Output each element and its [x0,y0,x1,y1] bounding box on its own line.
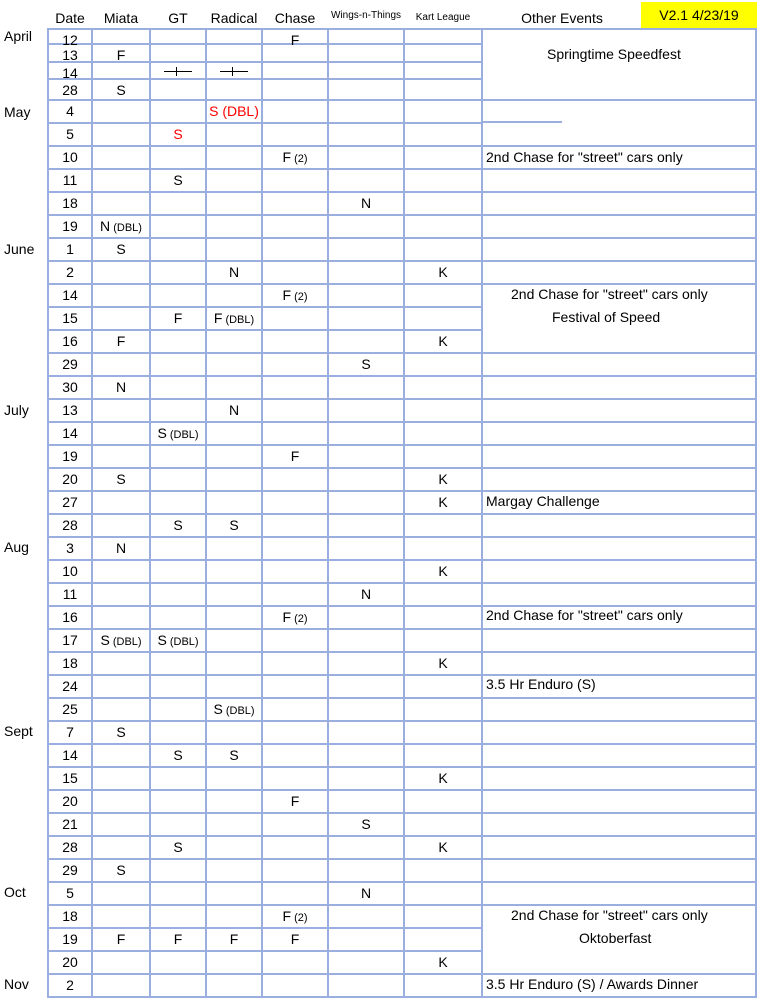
note-oct19: Oktoberfast [579,930,652,946]
cell-chase [262,791,328,811]
cell-value: 20 [62,953,78,970]
cell-value: F [290,792,300,809]
cell-gt [150,124,206,144]
cell-suffix: (DBL) [222,704,255,717]
cell-wings [328,193,404,213]
grid-hline [47,674,482,676]
grid-hline [47,812,482,814]
cell-value: N [360,884,372,901]
cell-date [48,607,92,627]
cell-value: S [361,815,371,832]
cancelled-mark-radical [220,71,248,72]
cell-value: 2 [66,976,74,993]
grid-hline-other [482,444,757,446]
grid-hline [47,168,482,170]
cell-value: S [229,746,239,763]
cell-chase [262,285,328,305]
cell-value: 15 [62,309,78,326]
cell-date [48,745,92,765]
cell-date [48,699,92,719]
cell-value: 28 [62,81,78,98]
grid-hline [47,306,482,308]
cell-radical [206,515,262,535]
cell-suffix: (DBL) [109,635,142,648]
cell-date [48,515,92,535]
cell-value: S [361,355,371,372]
grid-hline [47,122,482,124]
cell-chase [262,929,328,949]
header-radical: Radical [210,10,258,26]
cell-value: 29 [62,355,78,372]
cell-date [48,446,92,466]
cell-value: 18 [62,654,78,671]
cell-miata [92,860,150,880]
cell-chase [262,147,328,167]
cancelled-mark-gt [164,71,192,72]
cell-suffix: (2) [291,911,308,924]
cell-value: N [360,585,372,602]
cell-value: S [157,631,167,648]
cell-value: F [282,148,292,165]
cell-date [48,262,92,282]
cell-value: 19 [62,930,78,947]
grid-hline-other [482,214,757,216]
cell-kart [404,768,482,788]
grid-hline [47,582,482,584]
cell-value: N [115,539,127,556]
grid-hline-other [482,467,757,469]
cell-value: S [116,81,126,98]
cell-date [48,193,92,213]
cell-value: K [438,562,448,579]
cell-miata [92,239,150,259]
cell-date [48,929,92,949]
grid-hline-other [482,881,757,883]
cell-suffix: (DBL) [110,221,142,234]
cell-suffix: (2) [291,152,308,165]
grid-hline-other [482,237,757,239]
cell-value: 19 [62,447,78,464]
grid-hline-other [482,812,757,814]
cell-suffix: (DBL) [222,313,255,326]
cell-date [48,653,92,673]
cell-value: N [228,263,240,280]
cell-radical [206,699,262,719]
cell-value: N [100,217,111,234]
cell-value: 4 [66,102,74,119]
cell-value: S [213,700,223,717]
cell-value: K [438,654,448,671]
note-aug16: 2nd Chase for "street" cars only [486,607,683,623]
cell-value: F [173,930,183,947]
cell-date [48,80,92,100]
cell-gt [150,837,206,857]
cell-kart [404,561,482,581]
note-june15: Festival of Speed [552,309,661,325]
cell-miata [92,722,150,742]
cell-value: 10 [62,562,78,579]
grid-hline-other [482,99,757,101]
grid-hline [47,973,482,975]
grid-hline [47,513,482,515]
cell-wings [328,814,404,834]
cell-radical [206,929,262,949]
cell-date [48,400,92,420]
cell-date [48,538,92,558]
grid-hline-partial [482,121,562,123]
cell-date [48,676,92,696]
header-kart: Kart League [415,12,471,23]
header-miata: Miata [103,10,139,26]
grid-hline [47,352,482,354]
cell-value: 28 [62,838,78,855]
cell-date [48,124,92,144]
note-oct18: 2nd Chase for "street" cars only [511,907,708,923]
cell-value: 29 [62,861,78,878]
header-date: Date [55,10,85,26]
cell-gt [150,630,206,650]
cell-value: F [173,309,183,326]
cell-miata [92,216,150,236]
note-july27: Margay Challenge [486,493,600,509]
grid-hline-other [482,858,757,860]
cell-value: 17 [62,631,78,648]
grid-hline-other [482,766,757,768]
cell-date [48,860,92,880]
cell-chase [262,906,328,926]
cell-date [48,630,92,650]
cell-kart [404,262,482,282]
cell-value: 14 [62,286,78,303]
cell-date [48,45,92,65]
cell-value: 10 [62,148,78,165]
cell-date [48,285,92,305]
cell-miata [92,377,150,397]
cell-value: F [282,286,292,303]
grid-hline-other [482,536,757,538]
note-aug24: 3.5 Hr Enduro (S) [486,676,596,692]
cell-value: S [100,631,110,648]
cell-value: S [173,838,183,855]
cell-value: 14 [62,64,78,81]
cell-value: 16 [62,332,78,349]
month-aug: Aug [4,539,29,555]
cell-kart [404,331,482,351]
grid-hline-other [482,352,757,354]
cell-date [48,837,92,857]
cell-kart [404,492,482,512]
cell-value: 18 [62,194,78,211]
cell-value: F [290,31,300,48]
cell-date [48,768,92,788]
cell-value: 19 [62,217,78,234]
cell-value: K [438,332,448,349]
grid-hline-other [482,697,757,699]
cell-gt [150,515,206,535]
cell-date [48,423,92,443]
grid-hline-other [482,559,757,561]
grid-hline [47,421,482,423]
header-chase: Chase [274,10,316,26]
cell-value: F [116,930,126,947]
cell-date [48,216,92,236]
cell-value: 3 [66,539,74,556]
cell-value: S [229,516,239,533]
cell-value: K [438,470,448,487]
grid-hline-other [482,260,757,262]
month-april: April [4,28,33,44]
grid-hline-other [482,582,757,584]
cancelled-tick-radical [232,67,233,76]
cell-date [48,469,92,489]
cell-kart [404,952,482,972]
grid-hline-other [482,28,757,30]
cell-value: N [360,194,372,211]
cell-value: 13 [62,46,78,63]
grid-hline-other [482,513,757,515]
cell-wings [328,584,404,604]
cell-value: 18 [62,907,78,924]
cell-miata [92,45,150,65]
cell-kart [404,837,482,857]
cell-value: 14 [62,424,78,441]
grid-hline-other [482,720,757,722]
cell-suffix: (DBL) [166,635,199,648]
cell-value: F [116,46,126,63]
cell-value: K [438,493,448,510]
cancelled-tick-gt [176,67,177,76]
grid-hline [47,191,482,193]
cell-date [48,722,92,742]
month-july: July [4,402,29,418]
cell-value: S (DBL) [209,102,259,119]
version-badge: V2.1 4/23/19 [641,2,757,28]
cell-value: F [116,332,126,349]
cell-value: 21 [62,815,78,832]
cell-date [48,975,92,995]
cell-date [48,147,92,167]
month-nov: Nov [4,976,29,992]
grid-hline-other [482,651,757,653]
cell-chase [262,607,328,627]
cell-value: 27 [62,493,78,510]
cell-date [48,377,92,397]
cell-value: 25 [62,700,78,717]
cell-value: 15 [62,769,78,786]
cell-value: S [116,240,126,257]
cell-value: F [213,309,223,326]
cell-date [48,492,92,512]
cell-date [48,814,92,834]
cell-date [48,354,92,374]
cell-value: F [282,907,292,924]
grid-hline [47,881,482,883]
note-june14: 2nd Chase for "street" cars only [511,286,708,302]
cell-value: K [438,769,448,786]
note-springtime-speedfest: Springtime Speedfest [547,46,681,62]
grid-hline-other [482,191,757,193]
cell-miata [92,929,150,949]
cell-value: 20 [62,792,78,809]
cell-value: 7 [66,723,74,740]
cell-value: S [173,125,183,142]
cell-gt [150,308,206,328]
grid-hline [47,697,482,699]
cell-value: K [438,838,448,855]
cell-value: 5 [66,884,74,901]
header-gt: GT [168,10,188,26]
cell-suffix: (2) [291,612,308,625]
month-june: June [4,241,35,257]
cell-value: 1 [66,240,74,257]
cell-value: S [116,470,126,487]
cell-kart [404,469,482,489]
header-other-events: Other Events [521,10,603,26]
grid-hline-other [482,168,757,170]
cell-radical [206,745,262,765]
cell-miata [92,630,150,650]
cell-value: F [229,930,239,947]
cell-date [48,331,92,351]
cell-date [48,101,92,121]
cell-value: 28 [62,516,78,533]
cell-value: 2 [66,263,74,280]
cell-value: F [290,930,300,947]
cell-value: 11 [62,585,78,602]
cell-value: K [438,263,448,280]
cell-miata [92,538,150,558]
cell-value: F [282,608,292,625]
cell-miata [92,469,150,489]
cell-value: 14 [62,746,78,763]
cell-radical [206,400,262,420]
cell-date [48,584,92,604]
cell-value: S [173,516,183,533]
cell-chase [262,446,328,466]
cell-wings [328,354,404,374]
cell-suffix: (2) [291,290,308,303]
cell-value: S [116,861,126,878]
month-sept: Sept [4,723,33,739]
cell-gt [150,745,206,765]
grid-hline-other [482,421,757,423]
cell-miata [92,331,150,351]
cell-value: 13 [62,401,78,418]
cell-value: 16 [62,608,78,625]
cell-gt [150,929,206,949]
cell-value: S [157,424,167,441]
cell-chase [262,30,328,50]
cell-date [48,883,92,903]
header-wings: Wings-n-Things [330,10,402,21]
cell-value: 20 [62,470,78,487]
cell-value: F [290,447,300,464]
cell-gt [150,170,206,190]
cell-date [48,561,92,581]
cell-value: N [115,378,127,395]
cell-radical [206,101,262,121]
cell-value: 24 [62,677,78,694]
grid-hline-other [482,743,757,745]
note-may10: 2nd Chase for "street" cars only [486,149,683,165]
cell-date [48,170,92,190]
cell-value: 12 [62,31,78,48]
note-nov2: 3.5 Hr Enduro (S) / Awards Dinner [486,976,699,992]
cell-suffix: (DBL) [166,428,199,441]
cell-miata [92,80,150,100]
month-oct: Oct [4,884,26,900]
cell-value: S [173,746,183,763]
cell-date [48,906,92,926]
cell-value: 5 [66,125,74,142]
cell-value: 11 [62,171,78,188]
grid-hline-other [482,398,757,400]
cell-date [48,239,92,259]
cell-value: K [438,953,448,970]
cell-kart [404,653,482,673]
cell-radical [206,262,262,282]
cell-radical [206,308,262,328]
cell-date [48,791,92,811]
cell-date [48,308,92,328]
cell-value: S [173,171,183,188]
cell-gt [150,423,206,443]
cell-date [48,952,92,972]
cell-wings [328,883,404,903]
grid-hline-other [482,789,757,791]
cell-value: 30 [62,378,78,395]
grid-hline-bottom [47,996,757,998]
grid-hline [47,398,482,400]
cell-value: S [116,723,126,740]
month-may: May [4,104,31,120]
cell-value: N [228,401,240,418]
grid-hline [47,743,482,745]
grid-hline-other [482,375,757,377]
grid-hline-other [482,628,757,630]
grid-hline-other [482,835,757,837]
